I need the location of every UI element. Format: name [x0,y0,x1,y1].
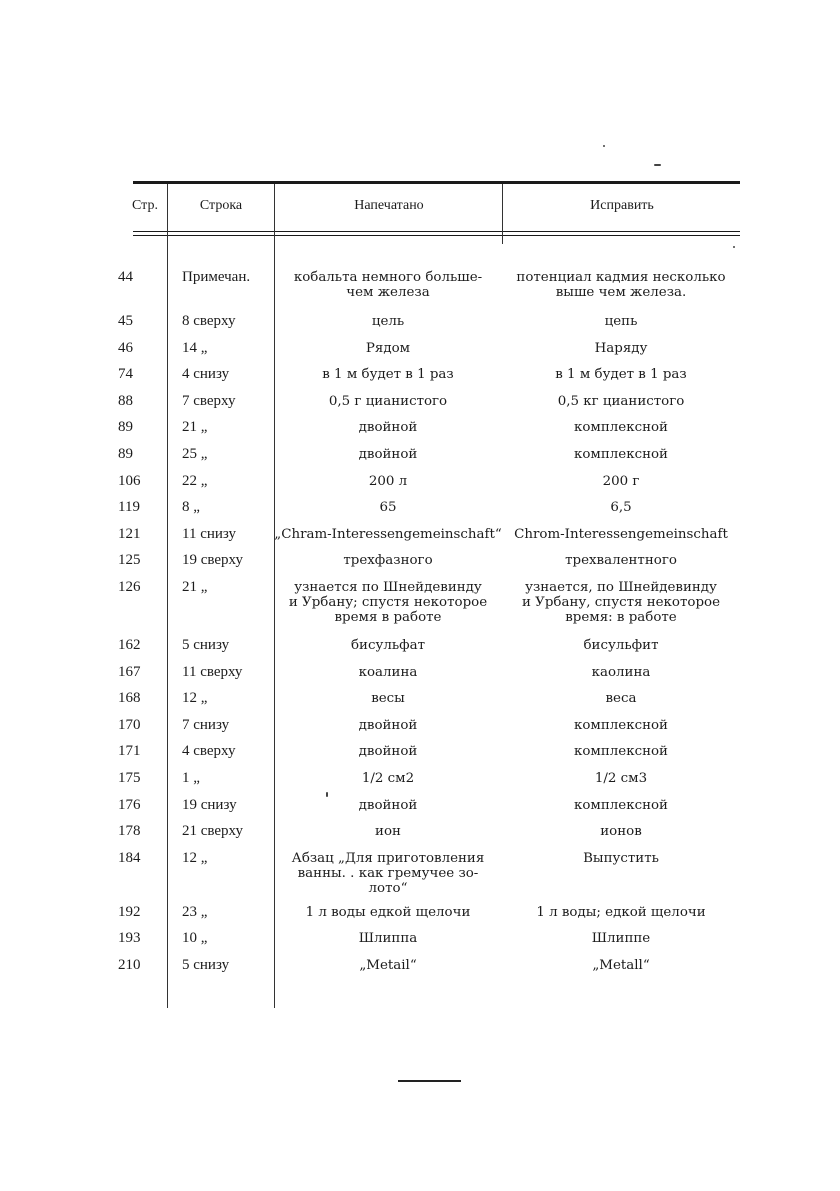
cell-correct: узнается, по Шнейдевинду и Урбану, спустя некоторое время: в работе [521,579,720,625]
cell-printed: весы [371,691,405,707]
cell-page: 89 [118,445,133,462]
errata-row [0,718,740,745]
errata-row [0,691,740,718]
cell-page: 88 [118,392,133,409]
cell-correct: 1/2 см3 [594,770,648,786]
cell-line: 11 сверху [182,663,243,680]
scan-speck [654,164,661,166]
errata-row [0,341,740,368]
header-correct: Исправить [590,198,654,213]
errata-row [0,958,740,985]
cell-correct: 200 г [602,473,640,489]
cell-correct: „Metall“ [592,957,650,973]
cell-printed: в 1 м будет в 1 раз [322,367,454,383]
cell-page: 89 [118,419,133,436]
cell-page: 168 [118,690,141,707]
cell-line: 5 снизу [182,956,230,973]
cell-correct: цепь [604,314,638,329]
cell-page: 162 [118,636,141,653]
cell-printed: 1/2 см2 [361,770,415,786]
cell-correct: каолина [591,664,651,680]
cell-correct: бисульфит [583,637,659,653]
cell-correct: веса [605,691,637,707]
errata-row [0,270,740,314]
cell-page: 44 [118,269,133,285]
errata-row [0,665,740,692]
cell-correct: Шлиппе [591,931,651,947]
cell-correct: комплексной [574,797,668,813]
cell-printed: кобальта немного больше- чем железа [293,270,483,300]
cell-line: 21 „ [182,578,208,595]
cell-correct: комплексной [574,446,668,462]
errata-table [0,270,740,984]
header-rule-2 [133,235,740,236]
cell-line: 14 „ [182,339,208,356]
scan-speck [603,145,605,147]
scan-speck [326,792,328,797]
errata-row [0,314,740,341]
cell-line: 10 „ [182,930,208,947]
cell-line: 12 „ [182,690,208,707]
cell-printed: „Chram-Interessengemeinschaft“ [274,526,502,542]
header-printed: Напечатано [354,198,424,213]
header-rule-1 [133,231,740,232]
errata-row [0,394,740,421]
cell-page: 184 [118,849,141,866]
errata-row [0,905,740,932]
cell-printed: двойной [358,797,418,813]
cell-printed: узнается по Шнейдевинду и Урбану; спустя некоторое время в работе [288,579,488,625]
cell-line: 19 снизу [182,796,237,813]
cell-line: 4 сверху [182,743,236,760]
cell-printed: 200 л [368,473,408,489]
cell-page: 46 [118,339,133,356]
cell-page: 193 [118,930,141,947]
cell-printed: двойной [358,420,418,436]
errata-row [0,367,740,394]
cell-correct: Выпустить [583,850,659,866]
cell-printed: „Metail“ [359,957,417,973]
cell-line: 1 „ [182,769,200,786]
scan-speck [733,246,735,248]
cell-printed: трехфазного [343,553,433,569]
errata-row [0,447,740,474]
cell-printed: коалина [358,664,418,680]
cell-line: 12 „ [182,849,208,866]
cell-page: 119 [118,499,140,516]
cell-page: 74 [118,366,133,383]
cell-correct: 0,5 кг цианистого [557,393,685,409]
cell-page: 170 [118,716,141,733]
column-separator [502,184,503,244]
cell-correct: Наряду [594,340,648,356]
errata-row [0,744,740,771]
header-line: Строка [199,198,243,213]
errata-row [0,798,740,825]
cell-printed: двойной [358,744,418,760]
cell-page: 171 [118,743,141,760]
cell-line: 25 „ [182,445,208,462]
cell-correct: 1 л воды; едкой щелочи [536,904,706,920]
cell-printed: двойной [358,717,418,733]
errata-row [0,851,740,905]
cell-printed: Шлиппа [358,931,418,947]
cell-printed: двойной [358,446,418,462]
cell-correct: комплексной [574,717,668,733]
cell-printed: 65 [379,500,397,516]
errata-row [0,474,740,501]
cell-page: 178 [118,823,141,840]
cell-line: 11 снизу [182,525,237,542]
cell-correct: Chrom-Interessengemeinschaft [514,526,728,542]
cell-line: 23 „ [182,903,208,920]
cell-printed: цель [371,314,405,329]
cell-line: 4 снизу [182,366,230,383]
errata-row [0,553,740,580]
cell-printed: Рядом [365,340,411,356]
errata-row [0,420,740,447]
cell-page: 210 [118,956,141,973]
cell-line: 21 сверху [182,823,243,840]
cell-line: 7 снизу [182,716,230,733]
cell-correct: комплексной [574,420,668,436]
errata-row [0,824,740,851]
errata-row [0,771,740,798]
footer-rule [398,1080,461,1082]
cell-line: 19 сверху [182,552,243,569]
cell-line: 8 сверху [182,313,236,329]
errata-row [0,580,740,638]
cell-line: Примечан. [182,269,251,285]
errata-row [0,527,740,554]
cell-correct: 6,5 [610,500,632,516]
cell-page: 126 [118,578,141,595]
cell-line: 5 снизу [182,636,230,653]
cell-page: 45 [118,313,133,329]
cell-correct: в 1 м будет в 1 раз [555,367,687,383]
cell-page: 176 [118,796,141,813]
cell-correct: комплексной [574,744,668,760]
cell-page: 125 [118,552,141,569]
header-page: Стр. [132,198,158,213]
cell-line: 22 „ [182,472,208,489]
cell-correct: трехвалентного [565,553,677,569]
errata-row [0,638,740,665]
cell-correct: потенциал кадмия несколько выше чем железа. [516,270,726,300]
cell-line: 21 „ [182,419,208,436]
cell-line: 8 „ [182,499,200,516]
cell-line: 7 сверху [182,392,236,409]
cell-page: 121 [118,525,141,542]
cell-page: 167 [118,663,141,680]
cell-page: 106 [118,472,141,489]
top-rule [133,181,740,184]
errata-row [0,500,740,527]
cell-printed: бисульфат [350,637,426,653]
errata-row [0,931,740,958]
cell-printed: 0,5 г цианистого [328,393,448,409]
cell-printed: 1 л воды едкой щелочи [305,904,471,920]
cell-page: 192 [118,903,141,920]
cell-correct: ионов [600,824,642,840]
cell-printed: Абзац „Для приготовления ванны. . как гремучее зо- лото“ [291,850,485,896]
cell-page: 175 [118,769,141,786]
cell-printed: ион [375,824,401,840]
